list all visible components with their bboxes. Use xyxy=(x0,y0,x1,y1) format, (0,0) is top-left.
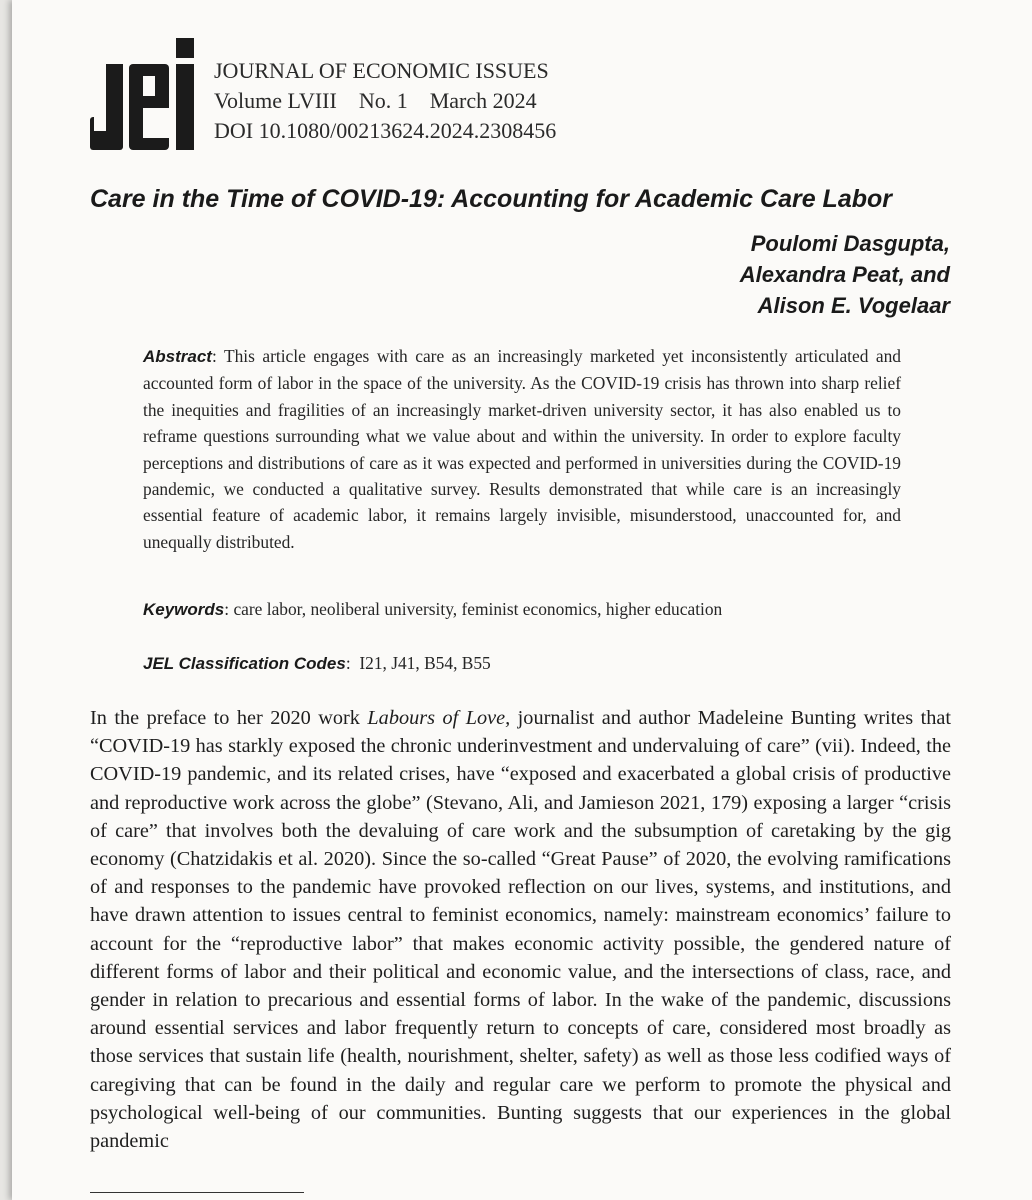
journal-header xyxy=(214,56,556,146)
journal-number: No. 1 xyxy=(358,88,408,113)
book-title: Labours of Love, xyxy=(367,707,511,729)
jel-text: I21, J41, B54, B55 xyxy=(359,653,491,673)
author-2: Alexandra Peat, and xyxy=(739,262,950,287)
jel-label: JEL Classification Codes xyxy=(143,654,346,673)
body-paragraph xyxy=(90,704,951,1155)
journal-date: March 2024 xyxy=(429,88,537,113)
author-1: Poulomi Dasgupta, xyxy=(750,231,950,256)
journal-volume: Volume LVIII xyxy=(214,88,337,113)
jel-codes: JEL Classification Codes: I21, J41, B54, B55 xyxy=(143,653,491,673)
author-3: Alison E. Vogelaar xyxy=(757,293,950,318)
journal-doi: DOI 10.1080/00213624.2024.2308456 xyxy=(214,118,557,143)
keywords: Keywords: care labor, neoliberal university, feminist economics, higher education xyxy=(143,599,723,619)
abstract-label: Abstract xyxy=(143,347,212,366)
journal-issue xyxy=(214,86,556,116)
body-intro-before: In the preface to her 2020 work xyxy=(90,707,368,729)
journal-page xyxy=(12,0,1032,1200)
article-title: Care in the Time of COVID-19: Accounting for Academic Care Labor xyxy=(90,185,893,213)
keywords-text: care labor, neoliberal university, feminist economics, higher education xyxy=(233,599,723,619)
abstract-text: This article engages with care as an increasingly marketed yet inconsistently articulated and accounted form of labor in the space of the university. As the COVID-19 crisis has thrown into sharp relief the inequities and fragilities of an increasingly market-driven university sector, it has also enabled us to reframe questions surrounding what we value about and within the university. In order to explore faculty perceptions and distributions of care as it was expected and performed in universities during the COVID-19 pandemic, we conducted a qualitative survey. Results demonstrated that while care is an increasingly essential feature of academic labor, it remains largely invisible, misunderstood, unaccounted for, and unequally distributed. xyxy=(143,346,902,552)
article-authors xyxy=(740,228,950,321)
footnote-divider xyxy=(90,1192,304,1193)
body-intro-after: journalist and author Madeleine Bunting writes that “COVID-19 has starkly exposed the chronic underinvestment and undervaluing of care” (vii). Indeed, the COVID-19 pandemic, and its related crises, have “exposed and exacerbated a global crisis of productive and reproductive work across the globe” (Stevano, Ali, and Jamieson 2021, 179) exposing a larger “crisis of care” that involves both the devaluing of care work and the subsumption of caretaking by the gig economy (Chatzidakis et al. 2020). Since the so-called “Great Pause” of 2020, the evolving ramifications of and responses to the pandemic have provoked reflection on our lives, systems, and institutions, and have drawn attention to issues central to feminist economics, namely: mainstream economics’ failure to account for the “reproductive labor” that makes economic activity possible, the gendered nature of different forms of labor and their political and economic value, and the intersections of class, race, and gender in relation to precarious and essential forms of labor. In the wake of the pandemic, discussions around essential services and labor frequently return to concepts of care, considered most broadly as those services that sustain life (health, nourishment, shelter, safety) as well as those less codified ways of caregiving that can be found in the daily and regular care we perform to promote the physical and psychological well-being of our communities. Bunting suggests that our experiences in the global pandemic xyxy=(90,707,952,1153)
journal-name: JOURNAL OF ECONOMIC ISSUES xyxy=(214,58,549,83)
keywords-label: Keywords xyxy=(143,600,225,619)
jei-logo xyxy=(90,38,210,150)
abstract: Abstract: This article engages with care as an increasingly marketed yet inconsistently articulated and accounted form of labor in the space of the university. As the COVID-19 crisis has thrown into sharp relief the inequities and fragilities of an increasingly market-driven university sector, it has also enabled us to reframe questions surrounding what we value about and within the university. In order to explore faculty perceptions and distributions of care as it was expected and performed in universities during the COVID-19 pandemic, we conducted a qualitative survey. Results demonstrated that while care is an increasingly essential feature of academic labor, it remains largely invisible, misunderstood, unaccounted for, and unequally distributed. xyxy=(143,346,902,552)
